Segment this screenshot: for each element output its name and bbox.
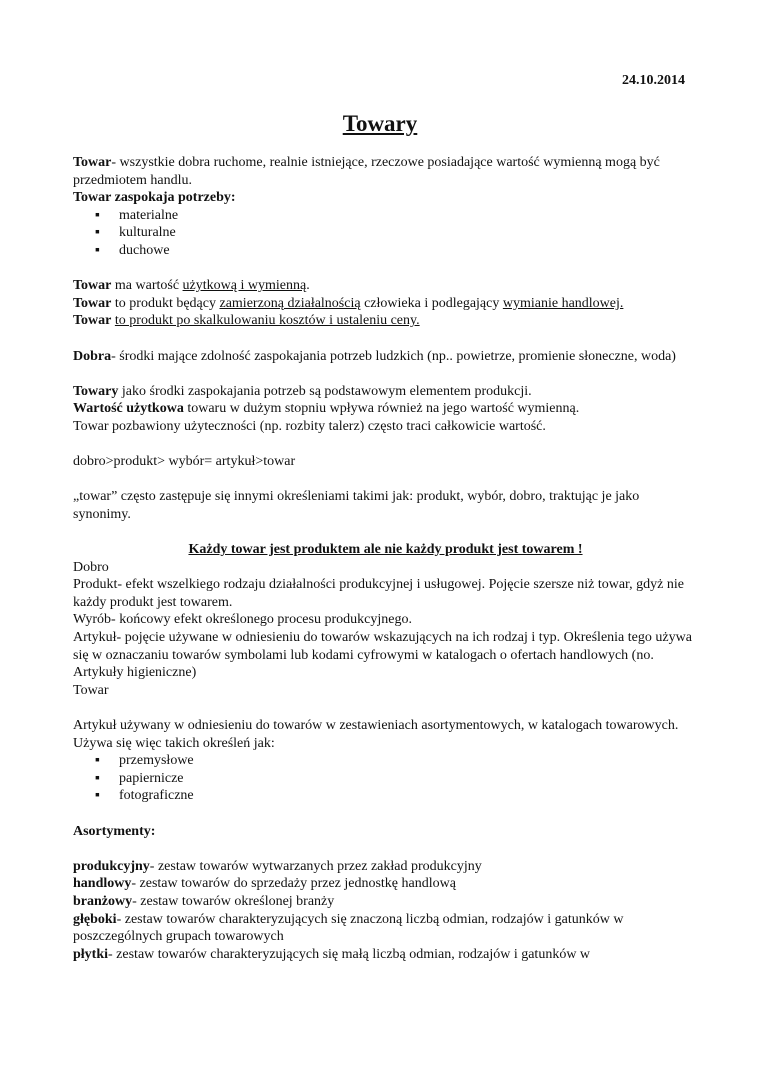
bullet-icon: ▪ — [95, 788, 100, 804]
def-artykul: Artykuł- pojęcie używane w odniesieniu do towarów wskazujących na ich rodzaj i typ. Określenia tego używa się w oznaczaniu towarów symbolami lub kodami cyfrowymi w katalogach o ofertach handlowych (no. Artykuły higieniczne) — [73, 630, 692, 681]
artykul-list — [73, 752, 698, 805]
list-item: ▪ fotograficzne — [95, 788, 194, 804]
value-line-2: Towar to produkt będący zamierzoną działalnością człowieka i podlegający wymianie handlowej. — [73, 295, 624, 311]
list-item: ▪ materialne — [95, 207, 179, 223]
synonyms-paragraph: „towar” często zastępuje się innymi określeniami takimi jak: produkt, wybór, dobro, traktując je jako synonimy. — [73, 489, 640, 522]
towary-line-1: Towary jako środki zaspokajania potrzeb są podstawowym elementem produkcji. — [73, 383, 532, 399]
bullet-icon: ▪ — [95, 770, 100, 786]
towary-line-2: Wartość użytkowa towaru w dużym stopniu wpływa również na jego wartość wymienną. — [73, 401, 580, 417]
bullet-icon: ▪ — [95, 225, 100, 241]
value-line-1: Towar ma wartość użytkową i wymienną. — [73, 278, 310, 294]
bullet-icon: ▪ — [95, 753, 100, 769]
needs-heading: Towar zaspokaja potrzeby: — [73, 190, 236, 206]
artykul-paragraph: Artykuł używany w odniesieniu do towarów w zestawieniach asortymentowych, w katalogach towarowych. Używa się więc takich określeń jak: — [73, 718, 679, 751]
asort-item: płytki- zestaw towarów charakteryzujących się małą liczbą odmian, rodzajów i gatunków w — [73, 946, 591, 962]
document-body — [73, 154, 698, 963]
asort-item: handlowy- zestaw towarów do sprzedaży przez jednostkę handlową — [73, 876, 456, 892]
chain-line: dobro>produkt> wybór= artykuł>towar — [73, 454, 296, 470]
def-towar: Towar — [73, 682, 109, 698]
asort-item: branżowy- zestaw towarów określonej branży — [73, 893, 335, 909]
value-line-3: Towar to produkt po skalkulowaniu kosztów i ustaleniu ceny. — [73, 313, 420, 329]
asort-heading: Asortymenty: — [73, 823, 156, 839]
def-produkt: Produkt- efekt wszelkiego rodzaju działalności produkcyjnej i usługowej. Pojęcie szersze niż towar, gdyż nie każdy produkt jest towarem. — [73, 577, 684, 610]
dobra-definition: Dobra- środki mające zdolność zaspokajania potrzeb ludzkich (np.. powietrze, promienie słoneczne, woda) — [73, 348, 676, 364]
list-item: ▪ kulturalne — [95, 225, 176, 241]
bullet-icon: ▪ — [95, 242, 100, 258]
towary-line-3: Towar pozbawiony użyteczności (np. rozbity talerz) często traci całkowicie wartość. — [73, 418, 546, 434]
def-dobro: Dobro — [73, 559, 109, 575]
document-date: 24.10.2014 — [622, 73, 685, 88]
list-item: ▪ przemysłowe — [95, 753, 194, 769]
towar-definition: Towar- wszystkie dobra ruchome, realnie istniejące, rzeczowe posiadające wartość wymienną mogą być przedmiotem handlu. — [73, 155, 660, 188]
def-wyrob: Wyrób- końcowy efekt określonego procesu produkcyjnego. — [73, 612, 412, 628]
bullet-icon: ▪ — [95, 207, 100, 223]
key-statement: Każdy towar jest produktem ale nie każdy produkt jest towarem ! — [188, 542, 583, 558]
list-item: ▪ papiernicze — [95, 770, 184, 786]
list-item: ▪ duchowe — [95, 242, 170, 258]
asort-item: produkcyjny- zestaw towarów wytwarzanych przez zakład produkcyjny — [73, 858, 482, 874]
asort-item: głęboki- zestaw towarów charakteryzujących się znaczoną liczbą odmian, rodzajów i gatunków w poszczególnych grupach towarowych — [73, 911, 624, 945]
document-title: Towary — [342, 111, 418, 136]
needs-list — [73, 207, 698, 260]
